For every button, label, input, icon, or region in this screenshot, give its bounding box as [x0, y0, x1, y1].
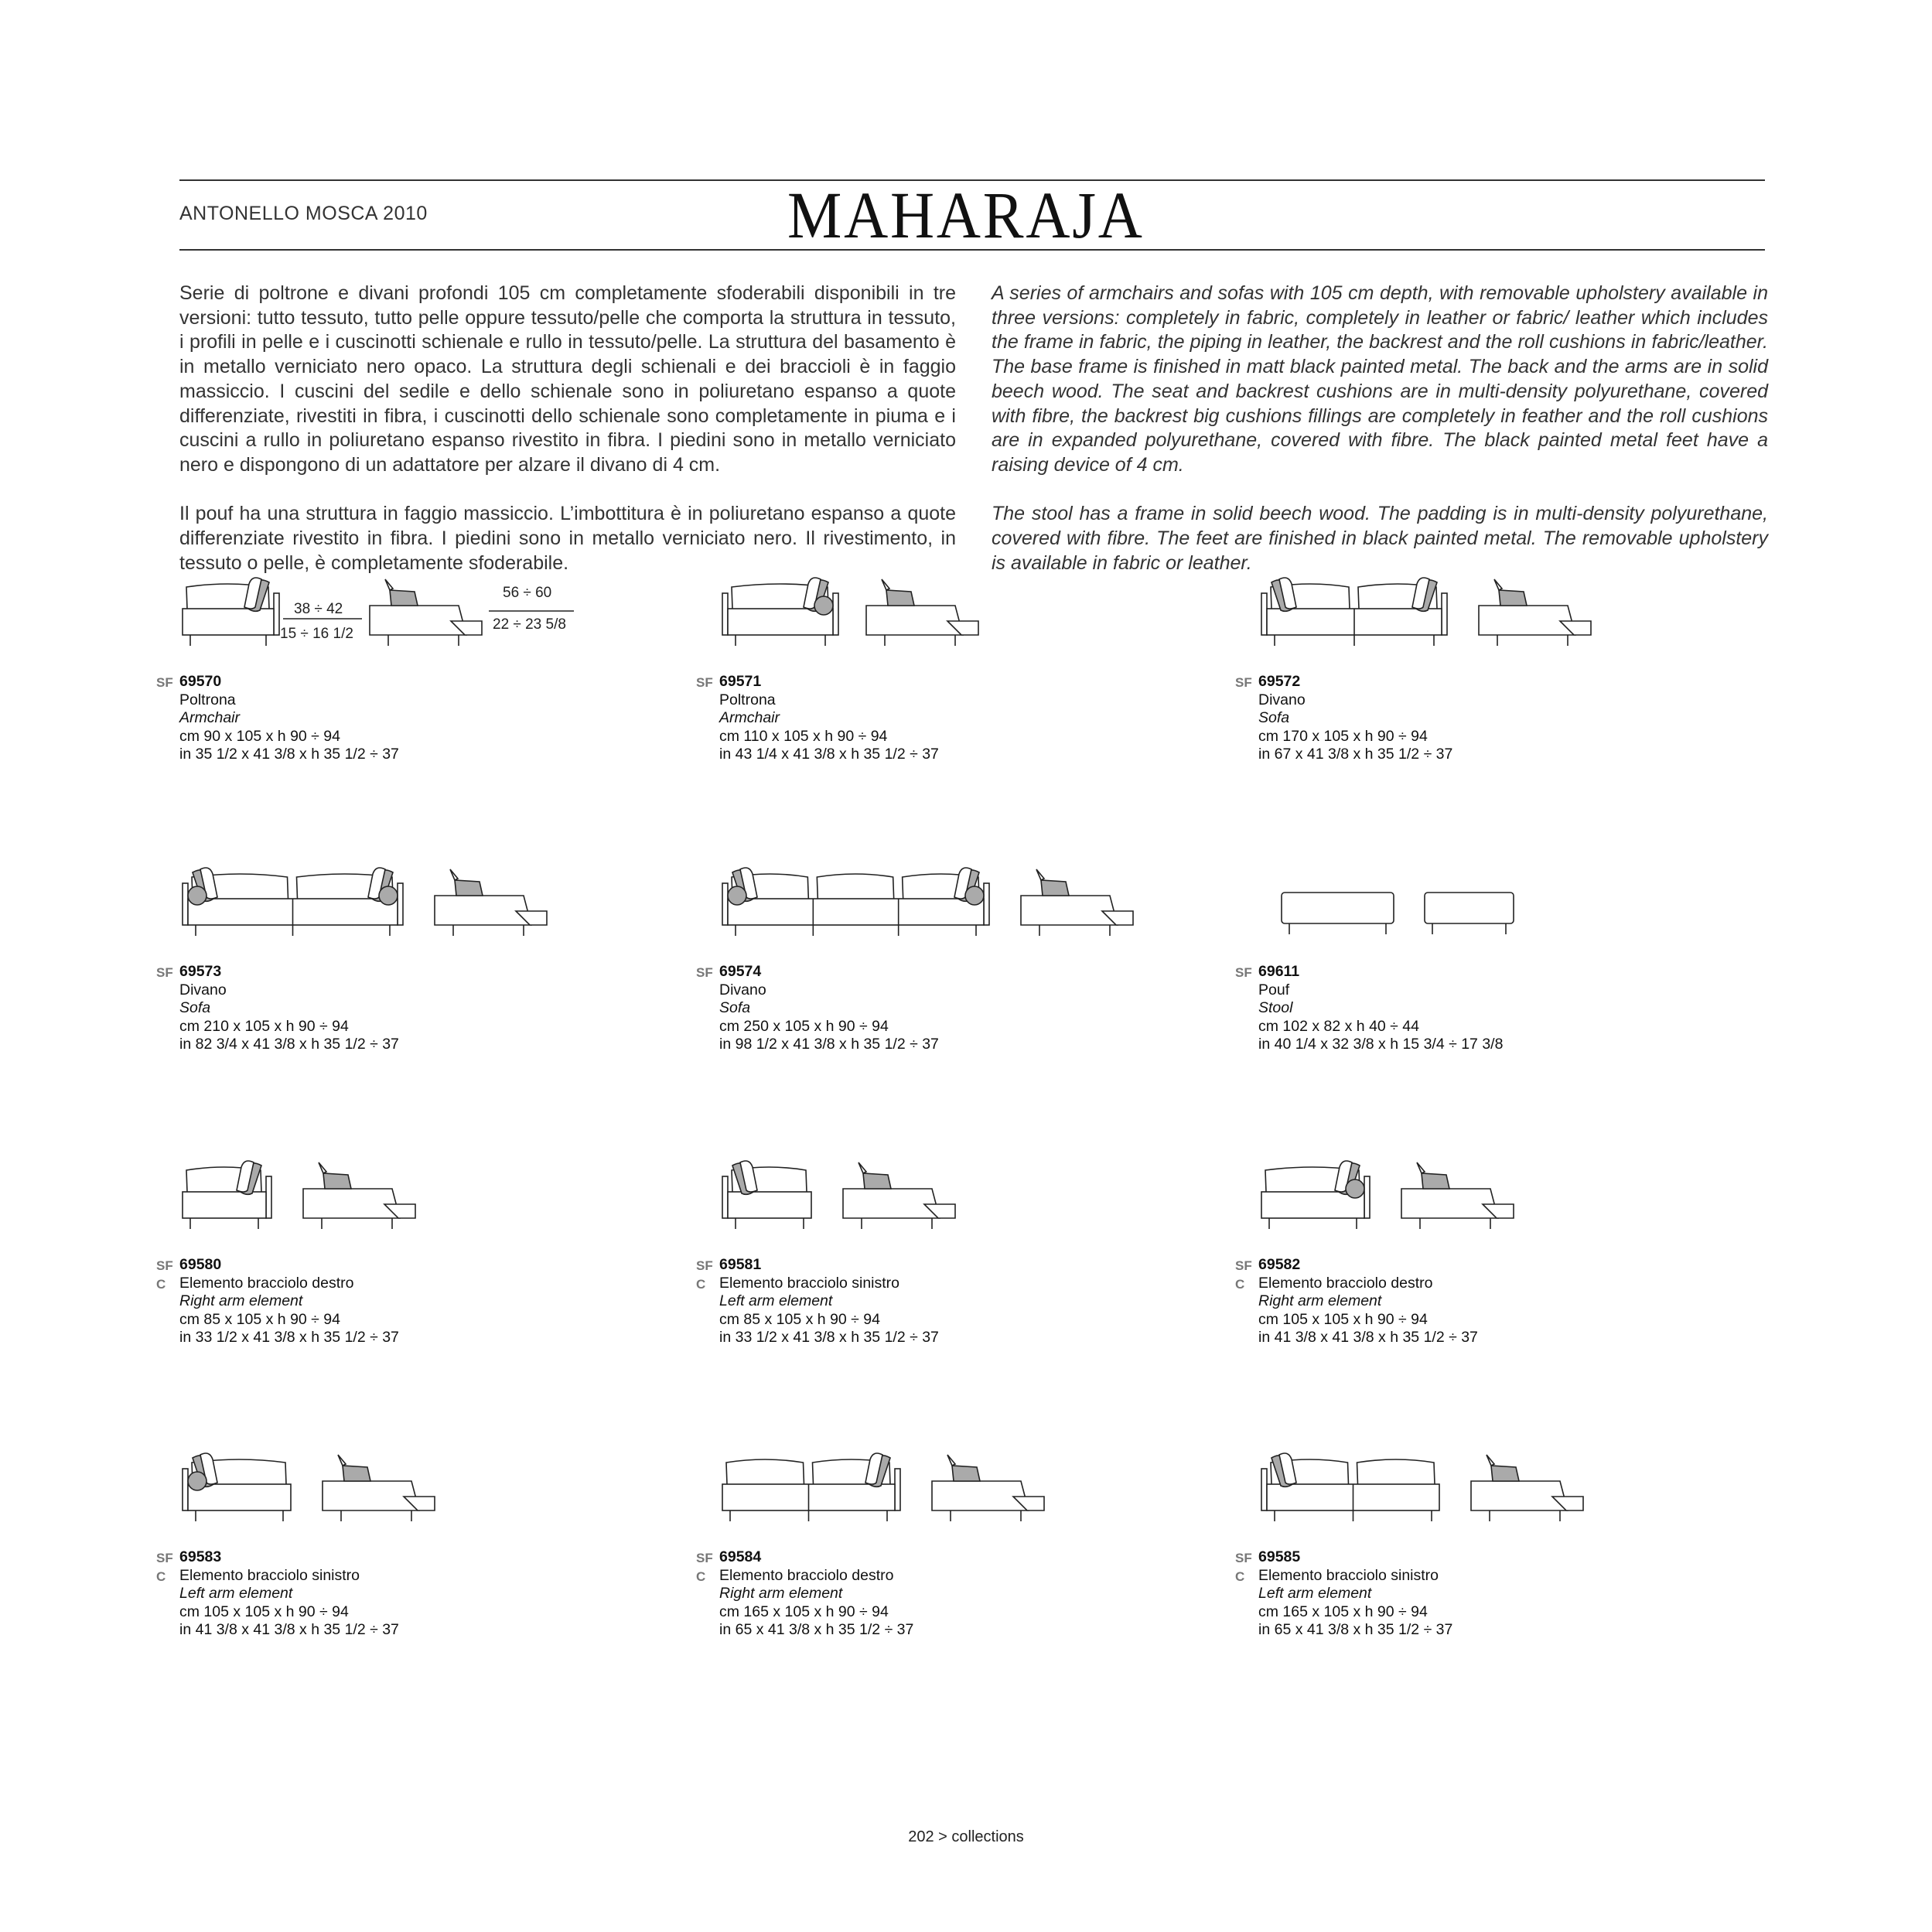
- product-version-codes: [1235, 1256, 1257, 1292]
- product-dimensions-inches: in 35 1/2 x 41 3/8 x h 35 1/2 ÷ 37: [179, 746, 399, 763]
- product-item: [696, 1429, 1214, 1645]
- side-view-drawing: [1401, 1162, 1514, 1229]
- product-name-italian: Elemento bracciolo destro: [719, 1566, 894, 1584]
- product-name-italian: Divano: [179, 981, 227, 998]
- seat-height-inches-label: 15 ÷ 16 1/2: [280, 626, 353, 642]
- version-code: SF: [696, 1258, 713, 1273]
- front-view-drawing: [1261, 578, 1447, 646]
- seat-height-label: 38 ÷ 42: [294, 601, 343, 617]
- product-item: [1235, 1136, 1753, 1353]
- stool-drawing: [1282, 893, 1394, 934]
- product-dimensions-inches: in 98 1/2 x 41 3/8 x h 35 1/2 ÷ 37: [719, 1036, 939, 1053]
- product-dimensions-cm: cm 165 x 105 x h 90 ÷ 94: [719, 1603, 889, 1620]
- product-item: [156, 1136, 674, 1353]
- product-drawing: [179, 1429, 659, 1537]
- product-name-english: Armchair: [179, 709, 241, 727]
- product-dimensions-inches: in 82 3/4 x 41 3/8 x h 35 1/2 ÷ 37: [179, 1036, 399, 1053]
- product-item: [156, 1429, 674, 1645]
- product-caption: [156, 1256, 399, 1347]
- product-drawing: [1258, 1136, 1738, 1244]
- product-caption: [1235, 963, 1504, 1054]
- product-version-codes: [1235, 1548, 1257, 1585]
- front-view-drawing: [183, 1453, 291, 1521]
- product-name-italian: Elemento bracciolo sinistro: [719, 1274, 900, 1292]
- side-view-drawing: [1021, 869, 1133, 936]
- side-view-drawing: [370, 579, 482, 646]
- product-name-italian: Elemento bracciolo sinistro: [179, 1566, 360, 1584]
- version-code: SF: [696, 965, 713, 980]
- version-code: SF: [156, 1258, 173, 1273]
- front-view-drawing: [722, 1453, 900, 1521]
- side-view-drawing: [303, 1162, 415, 1229]
- version-code: C: [1235, 1568, 1245, 1584]
- product-name-english: Left arm element: [179, 1585, 293, 1603]
- product-dimensions-cm: cm 165 x 105 x h 90 ÷ 94: [1258, 1603, 1428, 1620]
- product-dimensions-cm: cm 105 x 105 x h 90 ÷ 94: [1258, 1310, 1428, 1328]
- designer-credit: ANTONELLO MOSCA 2010: [179, 203, 428, 224]
- product-dimensions-inches: in 65 x 41 3/8 x h 35 1/2 ÷ 37: [1258, 1621, 1453, 1639]
- product-dimensions-cm: cm 105 x 105 x h 90 ÷ 94: [179, 1603, 349, 1620]
- product-drawing: [719, 553, 1199, 661]
- description-english-paragraph: The stool has a frame in solid beech wood. The padding is in multi-density polyurethane, covered with fibre. The feet are finished in black painted metal. The removable upholstery is available in fabric or leather.: [992, 503, 1768, 574]
- side-view-drawing: [843, 1162, 955, 1229]
- version-code: SF: [1235, 965, 1252, 980]
- product-item: [696, 843, 1214, 1060]
- product-caption: [696, 963, 939, 1054]
- product-code: 69580: [179, 1256, 222, 1273]
- product-name-italian: Poltrona: [179, 691, 236, 708]
- product-name-english: Sofa: [1258, 709, 1290, 727]
- version-code: SF: [1235, 1258, 1252, 1273]
- product-caption: [696, 673, 939, 764]
- description-english-paragraph: A series of armchairs and sofas with 105 cm depth, with removable upholstery available in three versions: completely in fabric, completely in leather or fabric/ leather which includes the frame in fabric, the piping in leather, the backrest and the roll cushions in fabric/leather. The base frame is finished in matt black painted metal. The back and the arms are in solid beech wood. The seat and backrest cushions are in multi-density polyurethane, covered with fibre, the backrest big cushions fillings are completely in feather and the roll cushions are in expanded polyurethane, covered with fibre. The black painted metal feet have a raising device of 4 cm.: [992, 282, 1768, 476]
- product-drawing: [179, 1136, 659, 1244]
- product-version-codes: [156, 673, 178, 691]
- product-name-italian: Pouf: [1258, 981, 1290, 998]
- arm-height-inches-label: 22 ÷ 23 5/8: [493, 616, 566, 633]
- product-drawing: [719, 1136, 1199, 1244]
- product-name-italian: Elemento bracciolo sinistro: [1258, 1566, 1439, 1584]
- product-dimensions-inches: in 33 1/2 x 41 3/8 x h 35 1/2 ÷ 37: [179, 1329, 399, 1347]
- product-caption: [156, 1548, 399, 1640]
- product-code: 69572: [1258, 673, 1301, 690]
- product-code: 69582: [1258, 1256, 1301, 1273]
- product-drawing: [1258, 553, 1738, 661]
- product-code: 69581: [719, 1256, 762, 1273]
- product-dimensions-inches: in 33 1/2 x 41 3/8 x h 35 1/2 ÷ 37: [719, 1329, 939, 1347]
- arm-height-label: 56 ÷ 60: [503, 585, 552, 601]
- version-code: SF: [156, 1551, 173, 1565]
- product-dimensions-cm: cm 210 x 105 x h 90 ÷ 94: [179, 1017, 349, 1035]
- product-dimensions-inches: in 43 1/4 x 41 3/8 x h 35 1/2 ÷ 37: [719, 746, 939, 763]
- product-name-italian: Elemento bracciolo destro: [179, 1274, 354, 1292]
- version-code: C: [696, 1568, 706, 1584]
- product-name-english: Left arm element: [719, 1292, 833, 1310]
- product-code: 69611: [1258, 963, 1300, 980]
- product-dimensions-cm: cm 110 x 105 x h 90 ÷ 94: [719, 727, 888, 745]
- product-dimensions-inches: in 40 1/4 x 32 3/8 x h 15 3/4 ÷ 17 3/8: [1258, 1036, 1504, 1053]
- product-version-codes: [696, 1548, 718, 1585]
- stool-drawing: [1425, 893, 1514, 934]
- product-name-english: Right arm element: [179, 1292, 303, 1310]
- product-name-english: Sofa: [719, 999, 751, 1017]
- product-caption: [696, 1548, 914, 1640]
- product-name-italian: Poltrona: [719, 691, 776, 708]
- version-code: C: [696, 1276, 706, 1292]
- version-code: C: [1235, 1276, 1245, 1292]
- product-dimensions-cm: cm 102 x 82 x h 40 ÷ 44: [1258, 1017, 1419, 1035]
- product-item: [156, 553, 674, 770]
- product-drawing: [179, 843, 659, 951]
- product-item: [1235, 843, 1753, 1060]
- product-dimensions-cm: cm 85 x 105 x h 90 ÷ 94: [719, 1310, 880, 1328]
- product-dimensions-inches: in 65 x 41 3/8 x h 35 1/2 ÷ 37: [719, 1621, 914, 1639]
- product-item: [1235, 1429, 1753, 1645]
- product-dimensions-inches: in 41 3/8 x 41 3/8 x h 35 1/2 ÷ 37: [179, 1621, 399, 1639]
- product-caption: [1235, 1548, 1453, 1640]
- collection-title: MAHARAJA: [787, 178, 1145, 252]
- product-dimensions-cm: cm 90 x 105 x h 90 ÷ 94: [179, 727, 340, 745]
- version-code: SF: [156, 965, 173, 980]
- product-dimensions-inches: in 67 x 41 3/8 x h 35 1/2 ÷ 37: [1258, 746, 1453, 763]
- version-code: SF: [696, 675, 713, 690]
- front-view-drawing: [183, 868, 403, 936]
- product-dimensions-cm: cm 250 x 105 x h 90 ÷ 94: [719, 1017, 889, 1035]
- product-code: 69574: [719, 963, 762, 980]
- description-italian-paragraph: Serie di poltrone e divani profondi 105 cm completamente sfoderabili disponibili in tre versioni: tutto tessuto, tutto pelle oppure tessuto/pelle che comporta la struttura in tessuto, i profili in pelle e i cuscinotti schienale e rullo in tessuto/pelle. La struttura del basamento è in metallo verniciato nero opaco. La struttura degli schienali e dei braccioli è in faggio massiccio. I cuscini del sedile e dello schienale sono in poliuretano espanso a quote differenziate, rivestiti in fibra, i cuscinotti dello schienale sono completamente in piuma e i cuscini a rullo in poliuretano espanso rivestito in fibra. I piedini sono in metallo verniciato nero e dispongono di un adattatore per alzare il divano di 4 cm.: [179, 282, 956, 476]
- front-view-drawing: [1261, 1161, 1370, 1229]
- product-version-codes: [1235, 963, 1257, 981]
- product-drawing: [1258, 843, 1738, 951]
- product-item: [696, 1136, 1214, 1353]
- product-code: 69571: [719, 673, 762, 690]
- product-drawing: [719, 843, 1199, 951]
- product-version-codes: [156, 1548, 178, 1585]
- side-view-drawing: [435, 869, 547, 936]
- product-caption: [156, 963, 399, 1054]
- product-dimensions-cm: cm 170 x 105 x h 90 ÷ 94: [1258, 727, 1428, 745]
- product-code: 69583: [179, 1548, 222, 1565]
- product-dimensions-inches: in 41 3/8 x 41 3/8 x h 35 1/2 ÷ 37: [1258, 1329, 1478, 1347]
- product-name-english: Left arm element: [1258, 1585, 1372, 1603]
- version-code: C: [156, 1568, 166, 1584]
- product-name-english: Stool: [1258, 999, 1293, 1017]
- version-code: SF: [1235, 1551, 1252, 1565]
- product-dimensions-cm: cm 85 x 105 x h 90 ÷ 94: [179, 1310, 340, 1328]
- product-name-italian: Elemento bracciolo destro: [1258, 1274, 1433, 1292]
- product-name-english: Right arm element: [719, 1585, 843, 1603]
- version-code: C: [156, 1276, 166, 1292]
- side-view-drawing: [1471, 1455, 1583, 1521]
- product-version-codes: [696, 673, 718, 691]
- version-code: SF: [1235, 675, 1252, 690]
- side-view-drawing: [1479, 579, 1591, 646]
- product-code: 69570: [179, 673, 222, 690]
- front-view-drawing: [722, 578, 838, 646]
- product-version-codes: [1235, 673, 1257, 691]
- page-footer: 202 > collections: [908, 1828, 1024, 1845]
- product-version-codes: [156, 1256, 178, 1292]
- side-view-drawing: [866, 579, 978, 646]
- product-caption: [156, 673, 399, 764]
- product-code: 69573: [179, 963, 222, 980]
- product-code: 69585: [1258, 1548, 1301, 1565]
- version-code: SF: [696, 1551, 713, 1565]
- product-drawing: [1258, 1429, 1738, 1537]
- product-caption: [1235, 1256, 1478, 1347]
- product-version-codes: [156, 963, 178, 981]
- front-view-drawing: [183, 578, 279, 646]
- product-name-italian: Divano: [719, 981, 766, 998]
- product-caption: [1235, 673, 1453, 764]
- product-name-english: Sofa: [179, 999, 211, 1017]
- product-version-codes: [696, 963, 718, 981]
- product-name-italian: Divano: [1258, 691, 1306, 708]
- product-version-codes: [696, 1256, 718, 1292]
- product-name-english: Right arm element: [1258, 1292, 1382, 1310]
- side-view-drawing: [932, 1455, 1044, 1521]
- side-view-drawing: [323, 1455, 435, 1521]
- front-view-drawing: [722, 868, 989, 936]
- product-item: [696, 553, 1214, 770]
- product-drawing: [179, 553, 659, 661]
- front-view-drawing: [722, 1161, 811, 1229]
- product-code: 69584: [719, 1548, 762, 1565]
- front-view-drawing: [183, 1161, 271, 1229]
- product-name-english: Armchair: [719, 709, 780, 727]
- product-caption: [696, 1256, 939, 1347]
- product-item: [1235, 553, 1753, 770]
- front-view-drawing: [1261, 1453, 1439, 1521]
- product-drawing: [719, 1429, 1199, 1537]
- description-italian-paragraph: Il pouf ha una struttura in faggio massiccio. L’imbottitura è in poliuretano espanso a quote differenziate rivestito in fibra. I piedini sono in metallo verniciato nero. Il rivestimento, in tessuto o pelle, è completamente sfoderabile.: [179, 503, 956, 574]
- product-item: [156, 843, 674, 1060]
- version-code: SF: [156, 675, 173, 690]
